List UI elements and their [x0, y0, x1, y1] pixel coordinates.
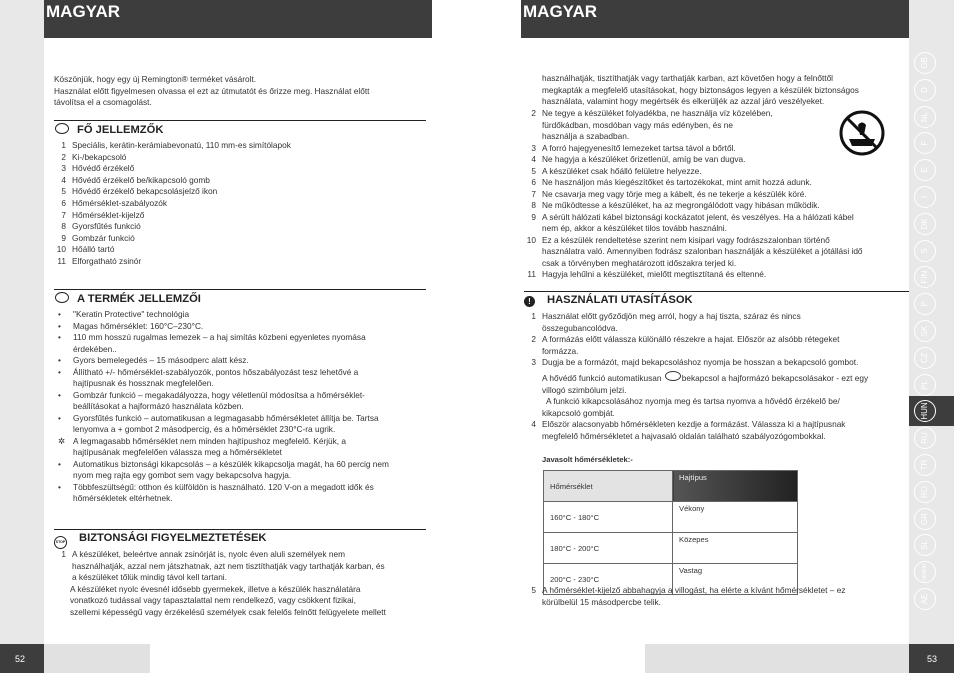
language-tab[interactable]: PL: [914, 374, 936, 396]
list-item: 9 Gombzár funkció: [61, 232, 135, 243]
bullet-icon: •: [58, 309, 61, 319]
list-item: • Automatikus biztonsági kikapcsolás – a készülék kikapcsolja magát, ha 60 percig nem nyom meg rajta egy gombot sem vagy bekapcsolva hagyja.: [58, 458, 389, 480]
temperature-table: [543, 470, 798, 595]
language-tab[interactable]: F: [914, 132, 936, 154]
eye-icon: [55, 292, 69, 303]
right-page-number: 53: [927, 654, 938, 664]
table-cell: 160°C - 180°C: [544, 502, 673, 533]
language-tab[interactable]: D: [914, 79, 936, 101]
list-item: 7 Ne csavarja meg vagy törje meg a kábelt, és ne tekerje a készülék köré.: [531, 188, 807, 199]
product-features-list: [58, 309, 418, 505]
list-item: 8 Gyorsfűtés funkció: [61, 221, 141, 232]
language-tab[interactable]: S: [914, 240, 936, 262]
list-item: 11 Elforgatható zsinór: [57, 255, 142, 266]
bullet-icon: •: [58, 355, 61, 365]
section-safety-heading: STOP BIZTONSÁGI FIGYELMEZTETÉSEK: [54, 529, 426, 549]
language-tab[interactable]: FIN: [914, 266, 936, 288]
list-item: 6 Hőmérséklet-szabályozók: [61, 197, 167, 208]
table-header-cell: Hőmérséklet: [544, 471, 673, 502]
left-page-header: MAGYAR: [44, 0, 432, 38]
list-item: 3 Dugja be a formázót, majd bekapcsoláshoz nyomja be hosszan a bekapcsoló gombot.: [531, 357, 859, 367]
main-features-list: [54, 140, 414, 268]
section-product-features-heading: A TERMÉK JELLEMZŐI: [54, 289, 426, 305]
language-tab[interactable]: AE: [914, 588, 936, 610]
language-tab[interactable]: TR: [914, 454, 936, 476]
table-row: [544, 533, 798, 564]
bullet-icon: •: [58, 412, 61, 423]
bullet-icon: •: [58, 458, 61, 469]
language-tab[interactable]: SK: [914, 320, 936, 342]
table-cell: Közepes: [673, 533, 798, 564]
list-item: 3 A forró hajegyenesítő lemezeket tartsa távol a bőrtől.: [531, 142, 736, 153]
language-tab[interactable]: E: [914, 159, 936, 181]
list-item: • "Keratin Protective" technológia: [58, 309, 190, 319]
language-tab[interactable]: DK: [914, 213, 936, 235]
bullet-icon: •: [58, 320, 61, 331]
right-page-header: MAGYAR: [521, 0, 909, 38]
language-tab[interactable]: GR: [914, 508, 936, 530]
list-item: 10 Hőálló tartó: [56, 244, 115, 255]
list-item: 5 Hővédő érzékelő bekapcsolásjelző ikon: [61, 186, 218, 197]
list-item: • Többfeszültségű: otthon és külföldön is használható. 120 V-on a megadott idők és hőmérsékletek eltérhetnek.: [58, 481, 374, 503]
bullet-icon: •: [58, 366, 61, 377]
table-cell: Vékony: [673, 502, 798, 533]
language-tab[interactable]: NL: [914, 106, 936, 128]
list-item: • Magas hőmérséklet: 160°C–230°C.: [58, 320, 204, 331]
list-item: 1 Használat előtt győződjön meg arról, hogy a haj tiszta, száraz és nincs összegubancolódva.: [531, 311, 801, 333]
section-instructions-heading: ! HASZNÁLATI UTASÍTÁSOK: [524, 291, 909, 307]
language-tab[interactable]: I: [914, 186, 936, 208]
instruction-5: 5 A hőmérséklet-kijelző abbahagyja a villogást, ha elérte a kívánt hőmérsékletet – ez körülbelül 15 másodpercbe telik.: [531, 585, 846, 607]
right-footer-bar: [645, 644, 909, 673]
table-cell: Vastag: [673, 564, 798, 595]
language-tab[interactable]: HUN: [914, 400, 936, 422]
instructions-list: [524, 311, 909, 369]
list-item: 10 Ez a készülék rendeltetése szerint nem kisipari vagy fodrászszalonban történő használatra való. Amennyiben fodrász szalonban használják a készüléket a jótállási idő csak a törvényben meghatározott időszakra terjed ki.: [526, 234, 863, 268]
list-item: • Gyorsfűtés funkció – automatikusan a legmagasabb hőmérsékletet állítja be. Tartsa lenyomva a + gombot 2 másodpercig, és a hőmérséklet 230°C-ra ugrik.: [58, 412, 379, 434]
instruction-3-details: A hővédő funkció automatikusan bekapcsol a hajformázó bekapcsolásakor - ezt egy villogó szimbólum jelzi. A funkció kikapcsolásához nyomja meg és tartsa nyomva a hővédő érzékelő be/ kikapcsoló gombját.: [542, 373, 869, 418]
list-item: 4 Ne hagyja a készüléket őrizetlenül, amíg be van dugva.: [531, 154, 746, 164]
safety-item-1: 1 A készüléket, beleértve annak zsinórját is, nyolc éven aluli személyek nem használhatják, azzal nem játszhatnak, azt nem tisztíthatják vagy tarthatják karban, és a készüléket tőlük mindig távol kell tartani. A készüléket nyolc évesnél idősebb gyermekek, illetve a készülék használatára vonatkozó tudással vagy tapasztalattal nem rendelkező, vagy csökkent fizikai, szellemi képességű vagy érzékelésű személyek csak felelős felnőtt felügyelete mellett: [61, 549, 386, 617]
bullet-icon: •: [58, 389, 61, 400]
no-water-icon: [838, 109, 886, 157]
table-header-cell: Hajtípus: [673, 471, 798, 502]
table-cell: 180°C - 200°C: [544, 533, 673, 564]
language-tab[interactable]: P: [914, 293, 936, 315]
list-item: 8 Ne működtesse a készüléket, ha az megrongálódott vagy hibásan működik.: [531, 200, 820, 210]
warning-icon: !: [524, 296, 535, 307]
language-tab[interactable]: RU: [914, 427, 936, 449]
table-caption: Javasolt hőmérsékletek:-: [542, 455, 633, 464]
language-tab[interactable]: GB: [914, 52, 936, 74]
section-main-features-heading: FŐ JELLEMZŐK: [54, 120, 426, 136]
table-cell: 200°C - 230°C: [544, 564, 673, 595]
list-item: 2 Ne tegye a készüléket folyadékba, ne használja víz közelében, fürdőkádban, mosdóban vagy más edényben, és ne használja a szabadban.: [531, 108, 773, 141]
list-item: • 110 mm hosszú rugalmas lemezek – a haj simítás közbeni egyenletes nyomása érdekében..: [58, 332, 366, 354]
list-item: 2 A formázás előtt válassza különálló részekre a hajat. Először az alsóbb rétegeket formázza.: [531, 334, 840, 356]
list-item: • Gyors bemelegedés – 15 másodperc alatt kész.: [58, 355, 249, 365]
list-item: 2 Ki-/bekapcsoló: [61, 151, 127, 162]
list-item: • Gombzár funkció – megakadályozza, hogy véletlenül módosítsa a hőmérséklet- beállításokat a hajformázó használata közben.: [58, 389, 365, 411]
bullet-icon: •: [58, 332, 61, 342]
list-item: 5 A készüléket csak hőálló felületre helyezze.: [531, 165, 702, 176]
stop-icon: STOP: [54, 536, 67, 549]
language-tab[interactable]: SL: [914, 534, 936, 556]
list-item: • Állítható +/- hőmérséklet-szabályozók, pontos hőszabályozást tesz lehetővé a hajtípusnak és hossznak megfelelően.: [58, 366, 359, 388]
list-item: 3 Hővédő érzékelő: [61, 163, 135, 174]
list-item: 6 Ne használjon más kiegészítőket és tartozékokat, mint amit hozzá adunk.: [531, 177, 812, 187]
table-header-row: [544, 471, 798, 502]
sun-icon: ✲: [58, 435, 65, 446]
left-margin-strip: [0, 0, 44, 673]
language-tab[interactable]: HR/BIH: [914, 561, 936, 583]
left-footer-bar: [44, 644, 150, 673]
language-tab[interactable]: RO: [914, 481, 936, 503]
left-page-number: 52: [15, 654, 26, 664]
list-item: 9 A sérült hálózati kábel biztonsági kockázatot jelent, és veszélyes. Ha a hálózati kábel nem ép, akkor a készüléket tilos tovább használni.: [531, 211, 854, 233]
list-item: 11 Hagyja lehűlni a készüléket, mielőtt megtisztítaná és eltenné.: [527, 269, 767, 279]
eye-icon: [55, 123, 69, 134]
bullet-icon: •: [58, 481, 61, 492]
language-tab[interactable]: CZ: [914, 347, 936, 369]
intro-text: Köszönjük, hogy egy új Remington® terméket vásárolt. Használat előtt figyelmesen olvassa el ezt az útmutatót és őrizze meg. Használat előtt távolítsa el a csomagolást.: [54, 74, 370, 107]
list-item: 7 Hőmérséklet-kijelző: [61, 209, 145, 220]
table-row: [544, 502, 798, 533]
safety-continued-text: használhatják, tisztíthatják vagy tarthatják karban, azt követően hogy a felnőttől megkapták a megfelelő utasításokat, hogy biztonságos legyen a készülék biztonságos használata, valamint hogy megértsék és elkerüljék az azzal járó veszélyeket.: [542, 73, 859, 106]
star-note: ✲ A legmagasabb hőmérséklet nem minden hajtípushoz megfelelő. Kérjük, a hajtípusának megfelelően válassza meg a hőmérsékletet: [58, 435, 347, 457]
list-item: 1 Speciális, kerátin-kerámiabevonatú, 110 mm-es simítólapok: [61, 140, 291, 150]
instruction-4: 4 Először alacsonyabb hőmérsékleten kezdje a formázást. Válassza ki a hajtípusnak megfelelő hőmérsékletet a hajvasaló oldalán található szabályozógombokkal.: [531, 419, 846, 441]
list-item: 4 Hővédő érzékelő be/kikapcsoló gomb: [61, 174, 210, 185]
heat-protect-icon: [665, 371, 681, 381]
